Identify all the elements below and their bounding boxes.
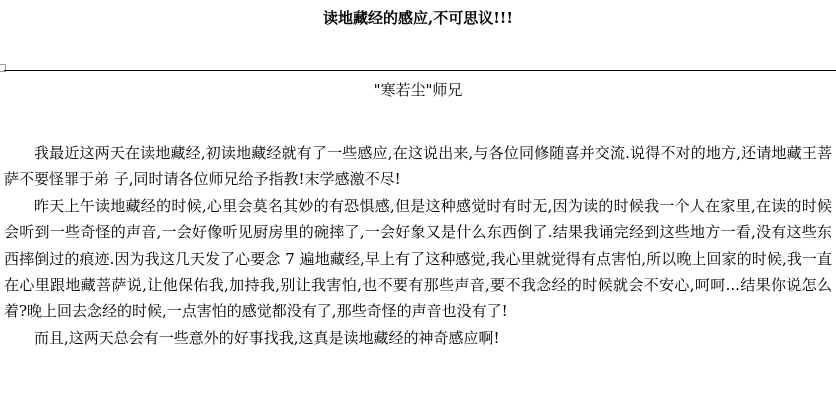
paragraph-1: 我最近这两天在读地藏经,初读地藏经就有了一些感应,在这说出来,与各位同修随喜并交流.说得不对的地方,还请地藏王菩萨不要怪罪于弟 子,同时请各位师兄给予指教!末学感激不尽! (4, 144, 832, 189)
paragraph-3: 而且,这两天总会有一些意外的好事找我,这真是读地藏经的神奇感应啊! (34, 328, 500, 347)
document-title: 读地藏经的感应,不可思议!!! (323, 9, 513, 27)
horizontal-rule (4, 70, 836, 71)
document-body (4, 140, 832, 351)
author-line: "寒若尘"师兄 (373, 81, 463, 99)
paragraph-2: 昨天上午读地藏经的时候,心里会莫名其妙的有恐惧感,但是这种感觉时有时无,因为读的时候我一个人在家里,在读的时候会听到一些奇怪的声音,一会好像听见厨房里的碗摔了,一会好象又是什么东西倒了.结果我诵完经到这些地方一看,没有这些东西摔倒过的痕迹.因为我这几天发了心要念 7 遍地藏经,早上有了这种感觉,我心里就觉得有点害怕,所以晚上回家的时候,我一直在心里跟地藏菩萨说,让他保佑我,加持我,别让我害怕,也不要有那些声音,要不我念经的时候就会不安心,呵呵...结果你说怎么着?晚上回去念经的时候,一点害怕的感觉都没有了,那些奇怪的声音也没有了! (4, 196, 832, 321)
